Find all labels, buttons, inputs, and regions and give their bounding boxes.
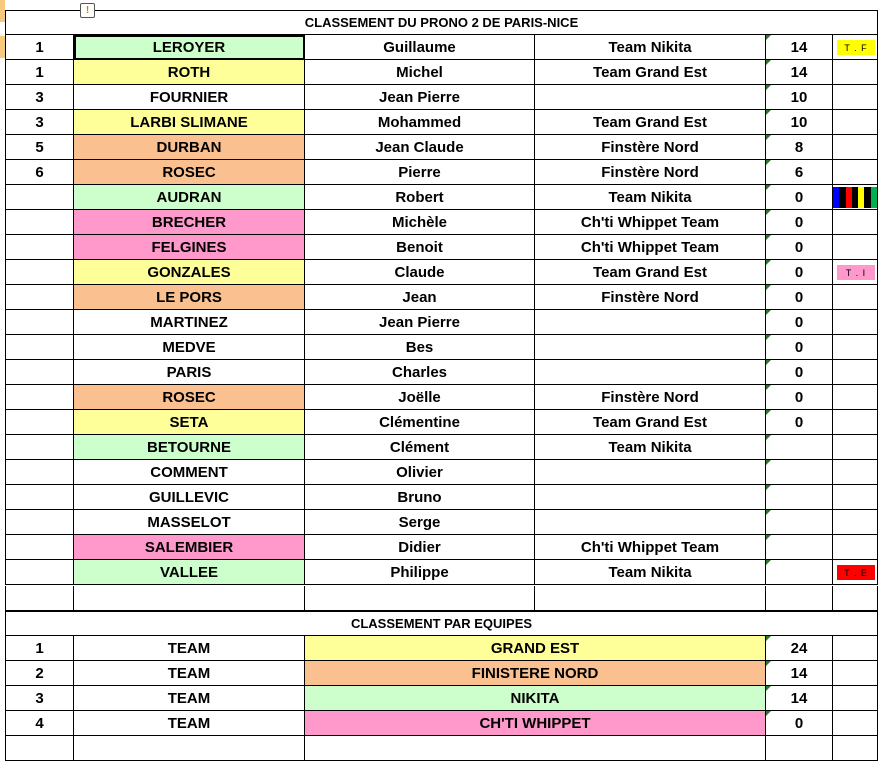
marker-cell[interactable] <box>833 60 878 85</box>
rider-row <box>0 335 882 360</box>
team-cell[interactable]: Team Nikita <box>535 185 766 210</box>
blank-row <box>0 736 882 761</box>
points-cell[interactable]: 0 <box>766 185 833 210</box>
rank-cell[interactable] <box>5 335 74 360</box>
marker-cell[interactable] <box>833 686 878 711</box>
last-name-cell[interactable]: PARIS <box>74 360 305 385</box>
empty-cell[interactable] <box>305 736 766 761</box>
marker-cell[interactable] <box>833 510 878 535</box>
team-cell[interactable]: Finstère Nord <box>535 135 766 160</box>
team-cell[interactable]: Ch'ti Whippet Team <box>535 535 766 560</box>
rank-cell[interactable] <box>5 485 74 510</box>
rank-cell[interactable] <box>5 435 74 460</box>
rider-row <box>0 160 882 185</box>
points-cell[interactable]: 0 <box>766 360 833 385</box>
team-points-cell[interactable]: 14 <box>766 686 833 711</box>
ranking-title[interactable]: CLASSEMENT DU PRONO 2 DE PARIS-NICE <box>5 10 878 35</box>
rider-row <box>0 35 882 60</box>
rank-cell[interactable] <box>5 510 74 535</box>
rider-row <box>0 435 882 460</box>
last-name-cell[interactable]: BETOURNE <box>74 435 305 460</box>
rank-cell[interactable]: 3 <box>5 110 74 135</box>
last-name-cell[interactable]: DURBAN <box>74 135 305 160</box>
team-cell[interactable]: Team Grand Est <box>535 410 766 435</box>
team-row <box>0 636 882 661</box>
rank-cell[interactable] <box>5 310 74 335</box>
marker-cell[interactable] <box>833 460 878 485</box>
rider-row <box>0 260 882 285</box>
last-name-cell[interactable]: GUILLEVIC <box>74 485 305 510</box>
marker-cell[interactable] <box>833 410 878 435</box>
marker-cell[interactable] <box>833 360 878 385</box>
rank-cell[interactable]: 1 <box>5 60 74 85</box>
team-cell[interactable] <box>535 85 766 110</box>
last-name-cell[interactable]: SETA <box>74 410 305 435</box>
empty-cell[interactable] <box>833 736 878 761</box>
team-name-cell[interactable]: GRAND EST <box>305 636 766 661</box>
marker-cell[interactable] <box>833 85 878 110</box>
marker-cell[interactable] <box>833 185 878 210</box>
first-name-cell[interactable]: Bes <box>305 335 535 360</box>
marker-cell[interactable] <box>833 636 878 661</box>
first-name-cell[interactable]: Robert <box>305 185 535 210</box>
rank-cell[interactable] <box>5 360 74 385</box>
rank-cell[interactable]: 3 <box>5 85 74 110</box>
team-row <box>0 711 882 736</box>
points-cell[interactable]: 0 <box>766 210 833 235</box>
team-cell[interactable]: Team Grand Est <box>535 110 766 135</box>
marker-cell[interactable] <box>833 711 878 736</box>
marker-cell[interactable] <box>833 110 878 135</box>
marker-cell[interactable] <box>833 160 878 185</box>
team-rank-cell[interactable]: 1 <box>5 636 74 661</box>
team-cell[interactable] <box>535 460 766 485</box>
team-rank-cell[interactable]: 2 <box>5 661 74 686</box>
last-name-cell[interactable]: MASSELOT <box>74 510 305 535</box>
marker-cell[interactable] <box>833 485 878 510</box>
teams-title-row <box>0 611 882 636</box>
team-badge: T . F <box>837 40 875 55</box>
points-cell[interactable]: 10 <box>766 110 833 135</box>
team-label-cell[interactable]: TEAM <box>74 636 305 661</box>
marker-cell[interactable] <box>833 310 878 335</box>
last-name-cell[interactable]: LE PORS <box>74 285 305 310</box>
first-name-cell[interactable]: Philippe <box>305 560 535 585</box>
points-cell[interactable]: 14 <box>766 60 833 85</box>
rider-row <box>0 60 882 85</box>
team-label-cell[interactable]: TEAM <box>74 661 305 686</box>
points-cell[interactable] <box>766 435 833 460</box>
last-name-cell[interactable]: LARBI SLIMANE <box>74 110 305 135</box>
team-cell[interactable]: Team Grand Est <box>535 60 766 85</box>
empty-cell[interactable] <box>535 586 766 611</box>
team-points-cell[interactable]: 0 <box>766 711 833 736</box>
first-name-cell[interactable]: Michel <box>305 60 535 85</box>
last-name-cell[interactable]: AUDRAN <box>74 185 305 210</box>
rider-row <box>0 110 882 135</box>
rank-cell[interactable] <box>5 260 74 285</box>
rider-row <box>0 310 882 335</box>
team-points-cell[interactable]: 14 <box>766 661 833 686</box>
team-name-cell[interactable]: CH'TI WHIPPET <box>305 711 766 736</box>
empty-cell[interactable] <box>766 586 833 611</box>
team-cell[interactable]: Finstère Nord <box>535 385 766 410</box>
points-cell[interactable]: 0 <box>766 285 833 310</box>
rider-row <box>0 410 882 435</box>
empty-cell[interactable] <box>74 586 305 611</box>
team-cell[interactable]: Team Grand Est <box>535 260 766 285</box>
marker-cell[interactable] <box>833 235 878 260</box>
last-name-cell[interactable]: ROSEC <box>74 385 305 410</box>
rider-row <box>0 485 882 510</box>
team-rank-cell[interactable]: 3 <box>5 686 74 711</box>
team-cell[interactable]: Team Nikita <box>535 560 766 585</box>
last-name-cell[interactable]: ROTH <box>74 60 305 85</box>
empty-cell[interactable] <box>305 586 535 611</box>
last-name-cell[interactable]: GONZALES <box>74 260 305 285</box>
first-name-cell[interactable]: Pierre <box>305 160 535 185</box>
points-cell[interactable] <box>766 485 833 510</box>
rider-row <box>0 460 882 485</box>
last-name-cell[interactable]: VALLEE <box>74 560 305 585</box>
points-cell[interactable]: 0 <box>766 385 833 410</box>
team-name-cell[interactable]: FINISTERE NORD <box>305 661 766 686</box>
rank-cell[interactable] <box>5 460 74 485</box>
last-name-cell[interactable]: LEROYER <box>74 35 305 60</box>
jersey-stripes-icon <box>833 187 877 208</box>
last-name-cell[interactable]: ROSEC <box>74 160 305 185</box>
first-name-cell[interactable]: Guillaume <box>305 35 535 60</box>
first-name-cell[interactable]: Clémentine <box>305 410 535 435</box>
rider-row <box>0 360 882 385</box>
rank-cell[interactable] <box>5 535 74 560</box>
marker-cell[interactable] <box>833 285 878 310</box>
last-name-cell[interactable]: SALEMBIER <box>74 535 305 560</box>
empty-cell[interactable] <box>5 586 74 611</box>
team-label-cell[interactable]: TEAM <box>74 686 305 711</box>
marker-cell[interactable] <box>833 135 878 160</box>
points-cell[interactable]: 8 <box>766 135 833 160</box>
points-cell[interactable] <box>766 510 833 535</box>
team-row <box>0 661 882 686</box>
points-cell[interactable] <box>766 535 833 560</box>
first-name-cell[interactable]: Didier <box>305 535 535 560</box>
first-name-cell[interactable]: Charles <box>305 360 535 385</box>
first-name-cell[interactable]: Mohammed <box>305 110 535 135</box>
first-name-cell[interactable]: Claude <box>305 260 535 285</box>
team-cell[interactable] <box>535 485 766 510</box>
first-name-cell[interactable]: Olivier <box>305 460 535 485</box>
first-name-cell[interactable]: Michèle <box>305 210 535 235</box>
rider-row <box>0 235 882 260</box>
rank-cell[interactable]: 5 <box>5 135 74 160</box>
team-cell[interactable] <box>535 510 766 535</box>
team-cell[interactable]: Team Nikita <box>535 435 766 460</box>
team-cell[interactable] <box>535 360 766 385</box>
rider-row <box>0 210 882 235</box>
team-cell[interactable] <box>535 310 766 335</box>
rank-cell[interactable] <box>5 285 74 310</box>
rider-row <box>0 535 882 560</box>
rank-cell[interactable] <box>5 385 74 410</box>
first-name-cell[interactable]: Joëlle <box>305 385 535 410</box>
points-cell[interactable]: 6 <box>766 160 833 185</box>
rank-cell[interactable] <box>5 410 74 435</box>
last-name-cell[interactable]: BRECHER <box>74 210 305 235</box>
points-cell[interactable]: 0 <box>766 335 833 360</box>
team-rank-cell[interactable]: 4 <box>5 711 74 736</box>
team-badge: T . I <box>837 265 875 280</box>
last-name-cell[interactable]: MEDVE <box>74 335 305 360</box>
points-cell[interactable]: 14 <box>766 35 833 60</box>
points-cell[interactable]: 0 <box>766 310 833 335</box>
last-name-cell[interactable]: MARTINEZ <box>74 310 305 335</box>
team-name-cell[interactable]: NIKITA <box>305 686 766 711</box>
rank-cell[interactable] <box>5 185 74 210</box>
first-name-cell[interactable]: Clément <box>305 435 535 460</box>
marker-cell[interactable] <box>833 560 878 585</box>
rank-cell[interactable] <box>5 235 74 260</box>
last-name-cell[interactable]: FELGINES <box>74 235 305 260</box>
rider-row <box>0 385 882 410</box>
marker-cell[interactable] <box>833 35 878 60</box>
team-row <box>0 686 882 711</box>
rider-row <box>0 560 882 585</box>
team-cell[interactable]: Finstère Nord <box>535 160 766 185</box>
team-label-cell[interactable]: TEAM <box>74 711 305 736</box>
empty-cell[interactable] <box>766 736 833 761</box>
team-cell[interactable]: Ch'ti Whippet Team <box>535 210 766 235</box>
team-cell[interactable]: Team Nikita <box>535 35 766 60</box>
first-name-cell[interactable]: Jean Claude <box>305 135 535 160</box>
rank-cell[interactable] <box>5 560 74 585</box>
team-cell[interactable] <box>535 335 766 360</box>
team-points-cell[interactable]: 24 <box>766 636 833 661</box>
rank-cell[interactable]: 1 <box>5 35 74 60</box>
points-cell[interactable] <box>766 560 833 585</box>
rank-cell[interactable]: 6 <box>5 160 74 185</box>
first-name-cell[interactable]: Bruno <box>305 485 535 510</box>
marker-cell[interactable] <box>833 535 878 560</box>
rider-row <box>0 135 882 160</box>
marker-cell[interactable] <box>833 210 878 235</box>
points-cell[interactable]: 0 <box>766 235 833 260</box>
marker-cell[interactable] <box>833 435 878 460</box>
marker-cell[interactable] <box>833 385 878 410</box>
empty-cell[interactable] <box>74 736 305 761</box>
rider-row <box>0 185 882 210</box>
first-name-cell[interactable]: Serge <box>305 510 535 535</box>
points-cell[interactable] <box>766 460 833 485</box>
rider-row <box>0 510 882 535</box>
title-row <box>0 10 882 35</box>
marker-cell[interactable] <box>833 335 878 360</box>
points-cell[interactable]: 0 <box>766 410 833 435</box>
last-name-cell[interactable]: FOURNIER <box>74 85 305 110</box>
marker-cell[interactable] <box>833 661 878 686</box>
team-cell[interactable]: Ch'ti Whippet Team <box>535 235 766 260</box>
team-cell[interactable]: Finstère Nord <box>535 285 766 310</box>
blank-row <box>0 586 882 611</box>
first-name-cell[interactable]: Benoit <box>305 235 535 260</box>
first-name-cell[interactable]: Jean Pierre <box>305 85 535 110</box>
rider-row <box>0 285 882 310</box>
rank-cell[interactable] <box>5 210 74 235</box>
error-warning-icon[interactable]: ! <box>80 3 95 18</box>
team-badge: T . E <box>837 565 875 580</box>
empty-cell[interactable] <box>5 736 74 761</box>
points-cell[interactable]: 10 <box>766 85 833 110</box>
rider-row <box>0 85 882 110</box>
empty-cell[interactable] <box>833 586 878 611</box>
last-name-cell[interactable]: COMMENT <box>74 460 305 485</box>
marker-cell[interactable] <box>833 260 878 285</box>
points-cell[interactable]: 0 <box>766 260 833 285</box>
first-name-cell[interactable]: Jean <box>305 285 535 310</box>
first-name-cell[interactable]: Jean Pierre <box>305 310 535 335</box>
teams-ranking-title[interactable]: CLASSEMENT PAR EQUIPES <box>5 611 878 636</box>
